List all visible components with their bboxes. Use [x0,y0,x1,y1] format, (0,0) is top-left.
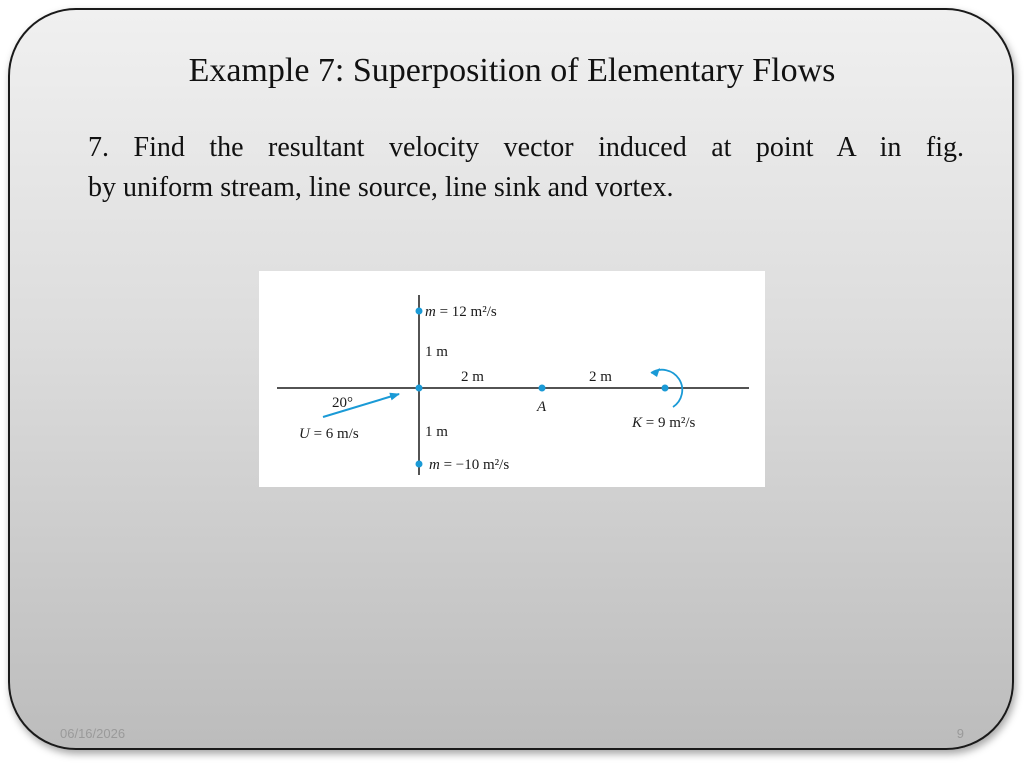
origin-point [416,385,423,392]
source-point [416,308,423,315]
problem-statement-line-2: by uniform stream, line source, line sink and vortex. [88,172,674,203]
slide-body [88,128,964,208]
lower-distance-label: 1 m [425,424,448,440]
flow-figure [259,271,765,487]
problem-statement-line-1: 7. Find the resultant velocity vector induced at point A in fig. [88,132,964,163]
vortex-label: K = 9 m²/s [632,415,696,431]
right-span-label: 2 m [589,369,612,385]
vortex-point [662,385,669,392]
left-span-label: 2 m [461,369,484,385]
sink-point [416,461,423,468]
sink-label: m = −10 m²/s [429,457,510,473]
flow-figure-drawing [259,271,765,487]
upper-distance-label: 1 m [425,344,448,360]
stream-velocity-label: U = 6 m/s [299,426,359,442]
slide-title: Example 7: Superposition of Elementary Flows [188,52,836,89]
footer-page-number: 9 [956,726,964,741]
source-label: m = 12 m²/s [425,304,497,320]
point-a-label: A [537,399,547,415]
point-a-marker [539,385,546,392]
stream-angle-label: 20° [332,395,353,411]
footer-date: 06/16/2026 [60,726,126,741]
vortex-arrowhead-icon [651,368,660,377]
